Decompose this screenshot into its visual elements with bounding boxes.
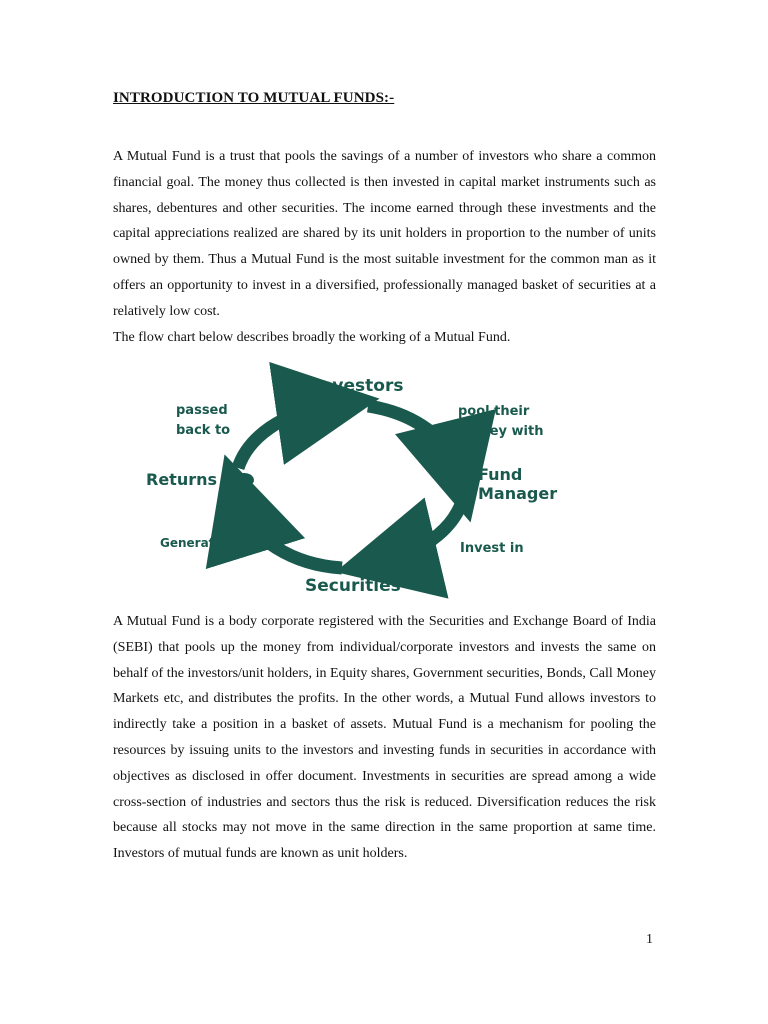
securities-label: Securities <box>305 576 401 596</box>
pool-label-line2: money with <box>458 424 544 439</box>
invest-label: Invest in <box>460 541 524 556</box>
securities-node <box>348 558 368 572</box>
investors-node <box>340 398 360 412</box>
fund-manager-label-line1: Fund <box>478 465 523 484</box>
arrow-investors-to-fund-manager <box>368 406 458 472</box>
passed-label-line2: back to <box>176 423 231 438</box>
paragraph-flow-chart-intro: The flow chart below describes broadly the working of a Mutual Fund. <box>113 329 511 345</box>
intro-text <box>113 144 656 350</box>
fund-manager-label-line2: Manager <box>478 484 558 503</box>
returns-label: Returns <box>146 470 218 489</box>
page-number: 1 <box>646 932 653 947</box>
fund-manager-node <box>454 475 474 489</box>
paragraph-mutual-fund-definition: A Mutual Fund is a trust that pools the savings of a number of investors who share a common financial goal. The money thus collected is then invested in capital market instruments such as shares, debentures and other securities. The income earned through these investments and the capital appreciations realized are shared by its unit holders in proportion to the number of units owned by them. Thus a Mutual Fund is the most suitable investment for the common man as it offers an opportunity to invest in a diversified, professionally managed basket of securities at a relatively low cost. <box>113 149 656 319</box>
generates-label: Generates <box>160 536 230 550</box>
passed-label-line1: passed <box>176 403 228 418</box>
mutual-fund-flow-chart <box>130 362 600 602</box>
returns-node <box>234 473 254 487</box>
page-title: INTRODUCTION TO MUTUAL FUNDS:- <box>113 90 395 106</box>
investors-label: Investors <box>314 376 404 396</box>
pool-label-line1: pool their <box>458 404 530 419</box>
arrow-securities-to-returns <box>240 504 342 568</box>
arrow-returns-to-investors <box>238 406 328 468</box>
sebi-definition-paragraph: A Mutual Fund is a body corporate registered with the Securities and Exchange Board of India (SEBI) that pools up the money from individual/corporate investors and invests the same on behalf of the investors/unit holders, in Equity shares, Government securities, Bonds, Call Money Markets etc, and distributes the profits. In the other words, a Mutual Fund allows investors to indirectly take a position in a basket of assets. Mutual Fund is a mechanism for pooling the resources by issuing units to the investors and investing funds in securities in accordance with objectives as disclosed in offer document. Investments in securities are spread among a wide cross-section of industries and sectors thus the risk is reduced. Diversification reduces the risk because all stocks may not move in the same direction in the same proportion at same time. Investors of mutual funds are known as unit holders. <box>113 614 656 862</box>
arrow-fund-manager-to-securities <box>386 494 464 560</box>
